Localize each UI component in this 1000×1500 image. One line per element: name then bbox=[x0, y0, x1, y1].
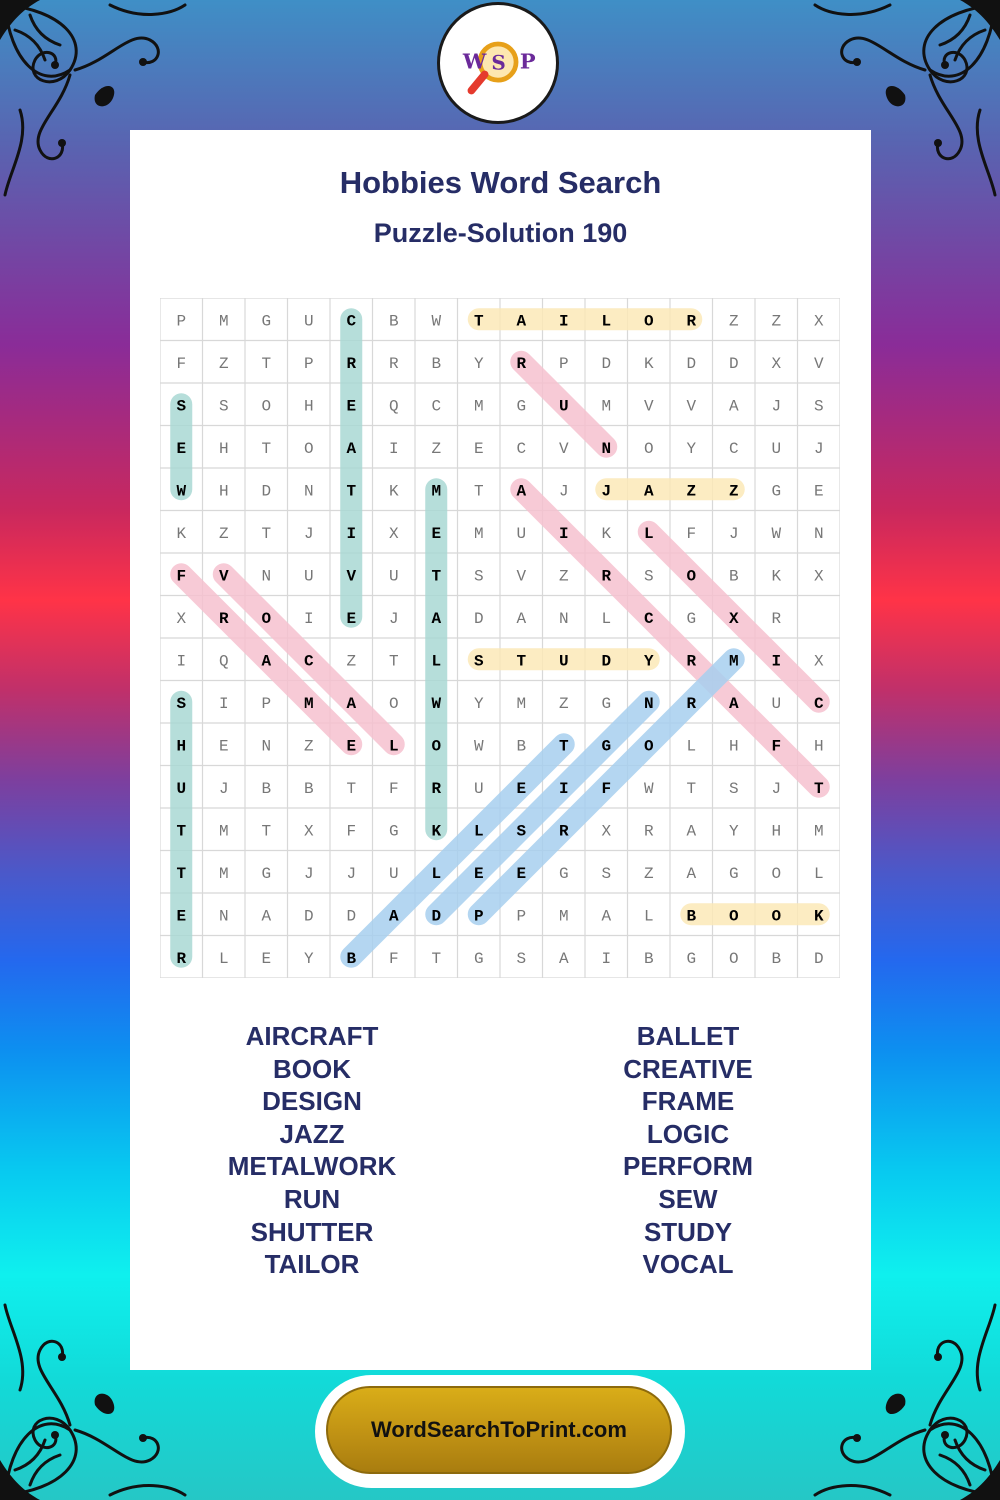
word-list-item: VOCAL bbox=[642, 1249, 734, 1280]
grid-letter[interactable]: Y bbox=[686, 439, 697, 458]
grid-letter[interactable]: P bbox=[473, 907, 484, 926]
grid-letter[interactable]: L bbox=[388, 737, 399, 756]
grid-letter[interactable]: B bbox=[728, 567, 739, 586]
grid-letter[interactable]: Z bbox=[686, 482, 697, 501]
grid-letter[interactable]: X bbox=[176, 609, 187, 628]
grid-letter[interactable]: U bbox=[473, 779, 484, 798]
grid-letter[interactable]: C bbox=[813, 694, 824, 713]
grid-letter[interactable]: U bbox=[176, 779, 187, 798]
grid-letter[interactable]: O bbox=[771, 907, 782, 926]
grid-letter[interactable]: O bbox=[261, 609, 272, 628]
grid-letter[interactable]: D bbox=[728, 354, 739, 373]
grid-letter[interactable]: S bbox=[813, 397, 824, 416]
grid-letter[interactable]: T bbox=[388, 652, 399, 671]
grid-letter[interactable]: M bbox=[218, 312, 229, 331]
grid-letter[interactable]: I bbox=[601, 949, 612, 968]
grid-letter[interactable]: D bbox=[261, 482, 272, 501]
grid-letter[interactable]: C bbox=[516, 439, 527, 458]
grid-letter[interactable]: J bbox=[813, 439, 824, 458]
grid-letter[interactable]: G bbox=[473, 949, 484, 968]
grid-letter[interactable]: V bbox=[218, 567, 229, 586]
grid-letter[interactable]: Z bbox=[346, 652, 357, 671]
grid-letter[interactable]: E bbox=[176, 907, 187, 926]
grid-letter[interactable]: I bbox=[558, 524, 569, 543]
grid-letter[interactable]: L bbox=[601, 609, 612, 628]
grid-letter[interactable]: T bbox=[261, 822, 272, 841]
grid-letter[interactable]: K bbox=[431, 822, 442, 841]
grid-letter[interactable]: T bbox=[261, 439, 272, 458]
grid-letter[interactable]: G bbox=[558, 864, 569, 883]
grid-letter[interactable]: N bbox=[303, 482, 314, 501]
grid-letter[interactable]: W bbox=[643, 779, 654, 798]
grid-letter[interactable]: T bbox=[813, 779, 824, 798]
grid-letter[interactable]: E bbox=[516, 779, 527, 798]
grid-letter[interactable]: W bbox=[431, 694, 442, 713]
grid-letter[interactable]: U bbox=[388, 567, 399, 586]
grid-letter[interactable]: X bbox=[303, 822, 314, 841]
logo-letter-p: P bbox=[519, 48, 536, 74]
grid-letter[interactable]: M bbox=[473, 524, 484, 543]
grid-letter[interactable]: F bbox=[346, 822, 357, 841]
grid-letter[interactable]: S bbox=[643, 567, 654, 586]
grid-letter[interactable]: X bbox=[728, 609, 739, 628]
grid-letter[interactable]: K bbox=[813, 907, 824, 926]
grid-letter[interactable]: Q bbox=[218, 652, 229, 671]
grid-letter[interactable]: Y bbox=[643, 652, 654, 671]
grid-letter[interactable]: J bbox=[346, 864, 357, 883]
grid-letter[interactable]: Y bbox=[473, 354, 484, 373]
grid-letter[interactable]: T bbox=[261, 524, 272, 543]
grid-letter[interactable]: L bbox=[431, 652, 442, 671]
word-list-item: CREATIVE bbox=[623, 1053, 753, 1084]
grid-letter[interactable]: G bbox=[261, 864, 272, 883]
grid-letter[interactable]: M bbox=[516, 694, 527, 713]
page-subtitle: Puzzle-Solution 190 bbox=[373, 218, 628, 248]
grid-letter[interactable]: F bbox=[771, 737, 782, 756]
grid-letter[interactable]: B bbox=[303, 779, 314, 798]
grid-letter[interactable]: A bbox=[388, 907, 399, 926]
grid-letter[interactable]: W bbox=[771, 524, 782, 543]
grid-letter[interactable]: A bbox=[516, 312, 527, 331]
grid-letter[interactable]: H bbox=[176, 737, 187, 756]
grid-letter[interactable]: J bbox=[388, 609, 399, 628]
word-list-left bbox=[162, 1020, 462, 1281]
grid-letter[interactable]: M bbox=[218, 822, 229, 841]
grid-letter[interactable]: A bbox=[346, 439, 357, 458]
grid-letter[interactable]: U bbox=[388, 864, 399, 883]
word-search-grid bbox=[160, 298, 840, 978]
grid-letter[interactable]: O bbox=[261, 397, 272, 416]
grid-letter[interactable]: G bbox=[601, 694, 612, 713]
grid-letter[interactable]: D bbox=[303, 907, 314, 926]
grid-letter[interactable]: Z bbox=[218, 354, 229, 373]
grid-letter[interactable]: R bbox=[643, 822, 654, 841]
grid-letter[interactable]: P bbox=[303, 354, 314, 373]
grid-letter[interactable]: Z bbox=[728, 482, 739, 501]
grid-letter[interactable]: A bbox=[261, 907, 272, 926]
grid-letter[interactable]: N bbox=[643, 694, 654, 713]
grid-letter[interactable]: Z bbox=[218, 524, 229, 543]
grid-letter[interactable]: R bbox=[176, 949, 187, 968]
grid-letter[interactable]: F bbox=[388, 779, 399, 798]
grid-letter[interactable]: Y bbox=[473, 694, 484, 713]
grid-letter[interactable]: X bbox=[813, 312, 824, 331]
grid-letter[interactable]: Y bbox=[728, 822, 739, 841]
grid-letter[interactable]: I bbox=[303, 609, 314, 628]
grid-letter[interactable]: G bbox=[771, 482, 782, 501]
grid-letter[interactable]: O bbox=[728, 907, 739, 926]
grid-letter[interactable]: R bbox=[601, 567, 612, 586]
grid-letter[interactable]: W bbox=[473, 737, 484, 756]
grid-letter[interactable]: F bbox=[601, 779, 612, 798]
grid-letter[interactable]: G bbox=[601, 737, 612, 756]
grid-letter[interactable]: T bbox=[473, 312, 484, 331]
grid-letter[interactable]: I bbox=[771, 652, 782, 671]
site-button[interactable] bbox=[326, 1386, 672, 1474]
grid-letter[interactable]: Z bbox=[303, 737, 314, 756]
grid-letter[interactable]: H bbox=[218, 439, 229, 458]
grid-letter[interactable]: W bbox=[431, 312, 442, 331]
grid-letter[interactable]: A bbox=[516, 609, 527, 628]
grid-letter[interactable]: M bbox=[303, 694, 314, 713]
grid-letter[interactable]: Z bbox=[431, 439, 442, 458]
grid-letter[interactable]: A bbox=[431, 609, 442, 628]
grid-letter[interactable]: J bbox=[303, 524, 314, 543]
grid-letter[interactable]: P bbox=[558, 354, 569, 373]
grid-letter[interactable]: E bbox=[346, 737, 357, 756]
grid-letter[interactable]: B bbox=[388, 312, 399, 331]
grid-letter[interactable]: V bbox=[643, 397, 654, 416]
grid-letter[interactable]: Z bbox=[558, 567, 569, 586]
grid-letter[interactable]: V bbox=[516, 567, 527, 586]
grid-letter[interactable]: A bbox=[516, 482, 527, 501]
grid-letter[interactable]: E bbox=[218, 737, 229, 756]
grid-letter[interactable]: G bbox=[261, 312, 272, 331]
grid-letter[interactable]: C bbox=[431, 397, 442, 416]
grid-letter[interactable]: U bbox=[771, 694, 782, 713]
grid-letter[interactable]: T bbox=[346, 779, 357, 798]
grid-letter[interactable]: D bbox=[813, 949, 824, 968]
grid-letter[interactable]: H bbox=[813, 737, 824, 756]
grid-letter[interactable]: S bbox=[176, 694, 187, 713]
grid-letter[interactable]: D bbox=[686, 354, 697, 373]
grid-letter[interactable]: S bbox=[473, 567, 484, 586]
grid-letter[interactable]: R bbox=[686, 694, 697, 713]
grid-canvas bbox=[160, 298, 840, 978]
grid-letter[interactable]: K bbox=[176, 524, 187, 543]
grid-letter[interactable]: P bbox=[261, 694, 272, 713]
word-list-item: SHUTTER bbox=[250, 1216, 374, 1247]
grid-letter[interactable]: E bbox=[176, 439, 187, 458]
grid-letter[interactable]: R bbox=[516, 354, 527, 373]
grid-letter[interactable]: L bbox=[601, 312, 612, 331]
grid-letter[interactable]: D bbox=[473, 609, 484, 628]
site-link[interactable]: WordSearchToPrint.com bbox=[371, 1417, 627, 1442]
grid-letter[interactable]: T bbox=[176, 822, 187, 841]
grid-letter[interactable]: I bbox=[558, 779, 569, 798]
grid-letter[interactable]: V bbox=[813, 354, 824, 373]
grid-letter[interactable]: Y bbox=[303, 949, 314, 968]
grid-letter[interactable]: O bbox=[771, 864, 782, 883]
word-list-item: SEW bbox=[658, 1183, 718, 1214]
grid-letter[interactable]: S bbox=[728, 779, 739, 798]
grid-letter[interactable]: T bbox=[516, 652, 527, 671]
grid-letter[interactable]: F bbox=[686, 524, 697, 543]
grid-letter[interactable]: R bbox=[771, 609, 782, 628]
magnifier-logo-icon bbox=[440, 5, 556, 121]
grid-letter[interactable]: L bbox=[813, 864, 824, 883]
word-list-item: DESIGN bbox=[262, 1086, 362, 1117]
grid-letter[interactable]: U bbox=[516, 524, 527, 543]
grid-letter[interactable]: O bbox=[643, 439, 654, 458]
grid-letter[interactable]: B bbox=[431, 354, 442, 373]
grid-letter[interactable]: L bbox=[473, 822, 484, 841]
grid-letter[interactable]: T bbox=[431, 949, 442, 968]
grid-letter[interactable]: S bbox=[218, 397, 229, 416]
wsp-logo bbox=[437, 2, 559, 124]
word-list-item: JAZZ bbox=[279, 1118, 345, 1149]
grid-letter[interactable]: O bbox=[643, 737, 654, 756]
grid-letter[interactable]: J bbox=[771, 397, 782, 416]
grid-letter[interactable]: T bbox=[261, 354, 272, 373]
word-list-item: FRAME bbox=[641, 1086, 735, 1117]
grid-letter[interactable]: F bbox=[388, 949, 399, 968]
word-list-item: BALLET bbox=[636, 1021, 740, 1051]
grid-letter[interactable]: Q bbox=[388, 397, 399, 416]
word-list-item: STUDY bbox=[643, 1216, 733, 1247]
word-list-right bbox=[538, 1020, 838, 1281]
grid-letter[interactable]: K bbox=[388, 482, 399, 501]
grid-letter[interactable]: X bbox=[601, 822, 612, 841]
grid-letter[interactable]: X bbox=[813, 652, 824, 671]
grid-letter[interactable]: F bbox=[176, 567, 187, 586]
grid-letter[interactable]: E bbox=[431, 524, 442, 543]
grid-letter[interactable]: M bbox=[558, 907, 569, 926]
grid-letter[interactable]: D bbox=[431, 907, 442, 926]
grid-letter[interactable]: P bbox=[176, 312, 187, 331]
grid-letter[interactable]: M bbox=[813, 822, 824, 841]
grid-letter[interactable]: N bbox=[261, 737, 272, 756]
grid-letter[interactable]: S bbox=[473, 652, 484, 671]
grid-letter[interactable]: M bbox=[431, 482, 442, 501]
grid-letter[interactable]: B bbox=[771, 949, 782, 968]
grid-letter[interactable]: E bbox=[346, 397, 357, 416]
grid-letter[interactable]: J bbox=[601, 482, 612, 501]
grid-letter[interactable]: L bbox=[643, 524, 654, 543]
word-list-item: RUN bbox=[283, 1183, 341, 1214]
grid-letter[interactable]: K bbox=[771, 567, 782, 586]
grid-letter[interactable]: N bbox=[558, 609, 569, 628]
grid-letter[interactable]: E bbox=[473, 439, 484, 458]
grid-letter[interactable]: S bbox=[516, 822, 527, 841]
grid-letter[interactable]: S bbox=[516, 949, 527, 968]
logo-letter-s: S bbox=[491, 50, 506, 75]
grid-letter[interactable]: M bbox=[218, 864, 229, 883]
grid-letter[interactable]: H bbox=[728, 737, 739, 756]
grid-letter[interactable]: X bbox=[813, 567, 824, 586]
grid-letter[interactable]: M bbox=[473, 397, 484, 416]
grid-letter[interactable]: B bbox=[261, 779, 272, 798]
grid-letter[interactable]: H bbox=[303, 397, 314, 416]
grid-letter[interactable]: U bbox=[303, 312, 314, 331]
grid-letter[interactable]: Z bbox=[728, 312, 739, 331]
grid-letter[interactable]: E bbox=[346, 609, 357, 628]
grid-letter[interactable]: A bbox=[261, 652, 272, 671]
grid-letter[interactable]: A bbox=[558, 949, 569, 968]
grid-letter[interactable]: D bbox=[346, 907, 357, 926]
grid-letter[interactable]: L bbox=[431, 864, 442, 883]
grid-letter[interactable]: A bbox=[728, 397, 739, 416]
grid-letter[interactable]: D bbox=[601, 652, 612, 671]
grid-letter[interactable]: T bbox=[473, 482, 484, 501]
grid-letter[interactable]: O bbox=[686, 567, 697, 586]
grid-letter[interactable]: I bbox=[558, 312, 569, 331]
grid-letter[interactable]: S bbox=[176, 397, 187, 416]
grid-letter[interactable]: I bbox=[388, 439, 399, 458]
grid-letter[interactable]: X bbox=[771, 354, 782, 373]
grid-letter[interactable]: A bbox=[686, 822, 697, 841]
word-list-item: LOGIC bbox=[646, 1118, 730, 1149]
grid-letter[interactable]: J bbox=[728, 524, 739, 543]
grid-letter[interactable]: R bbox=[218, 609, 229, 628]
page-title: Hobbies Word Search bbox=[339, 165, 662, 200]
grid-letter[interactable]: U bbox=[558, 652, 569, 671]
word-list-item: AIRCRAFT bbox=[245, 1021, 379, 1051]
grid-letter[interactable]: B bbox=[346, 949, 357, 968]
grid-letter[interactable]: K bbox=[601, 524, 612, 543]
grid-letter[interactable]: N bbox=[261, 567, 272, 586]
grid-letter[interactable]: C bbox=[728, 439, 739, 458]
grid-letter[interactable]: J bbox=[558, 482, 569, 501]
grid-letter[interactable]: V bbox=[558, 439, 569, 458]
grid-letter[interactable]: R bbox=[388, 354, 399, 373]
grid-letter[interactable]: L bbox=[218, 949, 229, 968]
logo-letter-w: W bbox=[462, 48, 487, 74]
word-list-item: PERFORM bbox=[623, 1151, 753, 1182]
grid-letter[interactable]: R bbox=[431, 779, 442, 798]
grid-letter[interactable]: M bbox=[728, 652, 739, 671]
grid-letter[interactable]: F bbox=[176, 354, 187, 373]
word-list-item: TAILOR bbox=[264, 1249, 360, 1280]
grid-letter[interactable]: C bbox=[346, 312, 357, 331]
grid-letter[interactable]: P bbox=[516, 907, 527, 926]
grid-letter[interactable]: U bbox=[303, 567, 314, 586]
grid-letter[interactable]: R bbox=[346, 354, 357, 373]
grid-letter[interactable]: B bbox=[516, 737, 527, 756]
grid-letter[interactable]: U bbox=[771, 439, 782, 458]
grid-letter[interactable]: C bbox=[643, 609, 654, 628]
grid-letter[interactable]: E bbox=[516, 864, 527, 883]
grid-letter[interactable]: Z bbox=[558, 694, 569, 713]
grid-letter[interactable]: G bbox=[686, 949, 697, 968]
grid-letter[interactable]: I bbox=[346, 524, 357, 543]
grid-letter[interactable]: A bbox=[346, 694, 357, 713]
grid-letter[interactable]: N bbox=[813, 524, 824, 543]
grid-letter[interactable]: T bbox=[176, 864, 187, 883]
grid-letter[interactable]: I bbox=[176, 652, 187, 671]
grid-letter[interactable]: T bbox=[346, 482, 357, 501]
grid-letter[interactable]: M bbox=[601, 397, 612, 416]
grid-letter[interactable]: A bbox=[728, 694, 739, 713]
grid-letter[interactable]: O bbox=[643, 312, 654, 331]
grid-letter[interactable]: G bbox=[728, 864, 739, 883]
grid-letter[interactable]: O bbox=[303, 439, 314, 458]
grid-letter[interactable]: H bbox=[218, 482, 229, 501]
grid-letter[interactable]: T bbox=[686, 779, 697, 798]
grid-letter[interactable]: O bbox=[388, 694, 399, 713]
grid-letter[interactable]: J bbox=[771, 779, 782, 798]
site-banner bbox=[315, 1375, 685, 1488]
grid-letter[interactable]: D bbox=[601, 354, 612, 373]
grid-letter[interactable]: X bbox=[388, 524, 399, 543]
grid-letter[interactable]: V bbox=[686, 397, 697, 416]
grid-letter[interactable]: G bbox=[686, 609, 697, 628]
grid-letter[interactable]: E bbox=[261, 949, 272, 968]
grid-letter[interactable]: W bbox=[176, 482, 187, 501]
grid-letter[interactable]: S bbox=[601, 864, 612, 883]
grid-letter[interactable]: L bbox=[686, 737, 697, 756]
grid-letter[interactable]: R bbox=[686, 312, 697, 331]
grid-letter[interactable]: A bbox=[686, 864, 697, 883]
grid-letter[interactable]: E bbox=[813, 482, 824, 501]
grid-letter[interactable]: O bbox=[728, 949, 739, 968]
word-list-item: BOOK bbox=[273, 1053, 351, 1084]
grid-letter[interactable]: N bbox=[601, 439, 612, 458]
grid-letter[interactable]: E bbox=[473, 864, 484, 883]
grid-letter[interactable]: H bbox=[771, 822, 782, 841]
grid-letter[interactable]: Z bbox=[643, 864, 654, 883]
grid-letter[interactable]: O bbox=[431, 737, 442, 756]
grid-letter[interactable]: B bbox=[686, 907, 697, 926]
grid-letter[interactable]: V bbox=[346, 567, 357, 586]
grid-letter[interactable]: R bbox=[558, 822, 569, 841]
grid-letter[interactable]: G bbox=[388, 822, 399, 841]
grid-letter[interactable]: G bbox=[516, 397, 527, 416]
grid-letter[interactable]: N bbox=[218, 907, 229, 926]
grid-letter[interactable]: T bbox=[558, 737, 569, 756]
grid-letter[interactable]: J bbox=[303, 864, 314, 883]
grid-letter[interactable]: U bbox=[558, 397, 569, 416]
grid-letter[interactable]: Z bbox=[771, 312, 782, 331]
word-list-item: METALWORK bbox=[227, 1151, 397, 1182]
grid-letter[interactable]: R bbox=[686, 652, 697, 671]
grid-letter[interactable]: A bbox=[643, 482, 654, 501]
grid-letter[interactable]: K bbox=[643, 354, 654, 373]
grid-letter[interactable]: T bbox=[431, 567, 442, 586]
grid-letter[interactable]: A bbox=[601, 907, 612, 926]
grid-letter[interactable]: C bbox=[303, 652, 314, 671]
grid-letter[interactable]: B bbox=[643, 949, 654, 968]
grid-letter[interactable]: J bbox=[218, 779, 229, 798]
grid-letter[interactable]: I bbox=[218, 694, 229, 713]
grid-letter[interactable]: L bbox=[643, 907, 654, 926]
